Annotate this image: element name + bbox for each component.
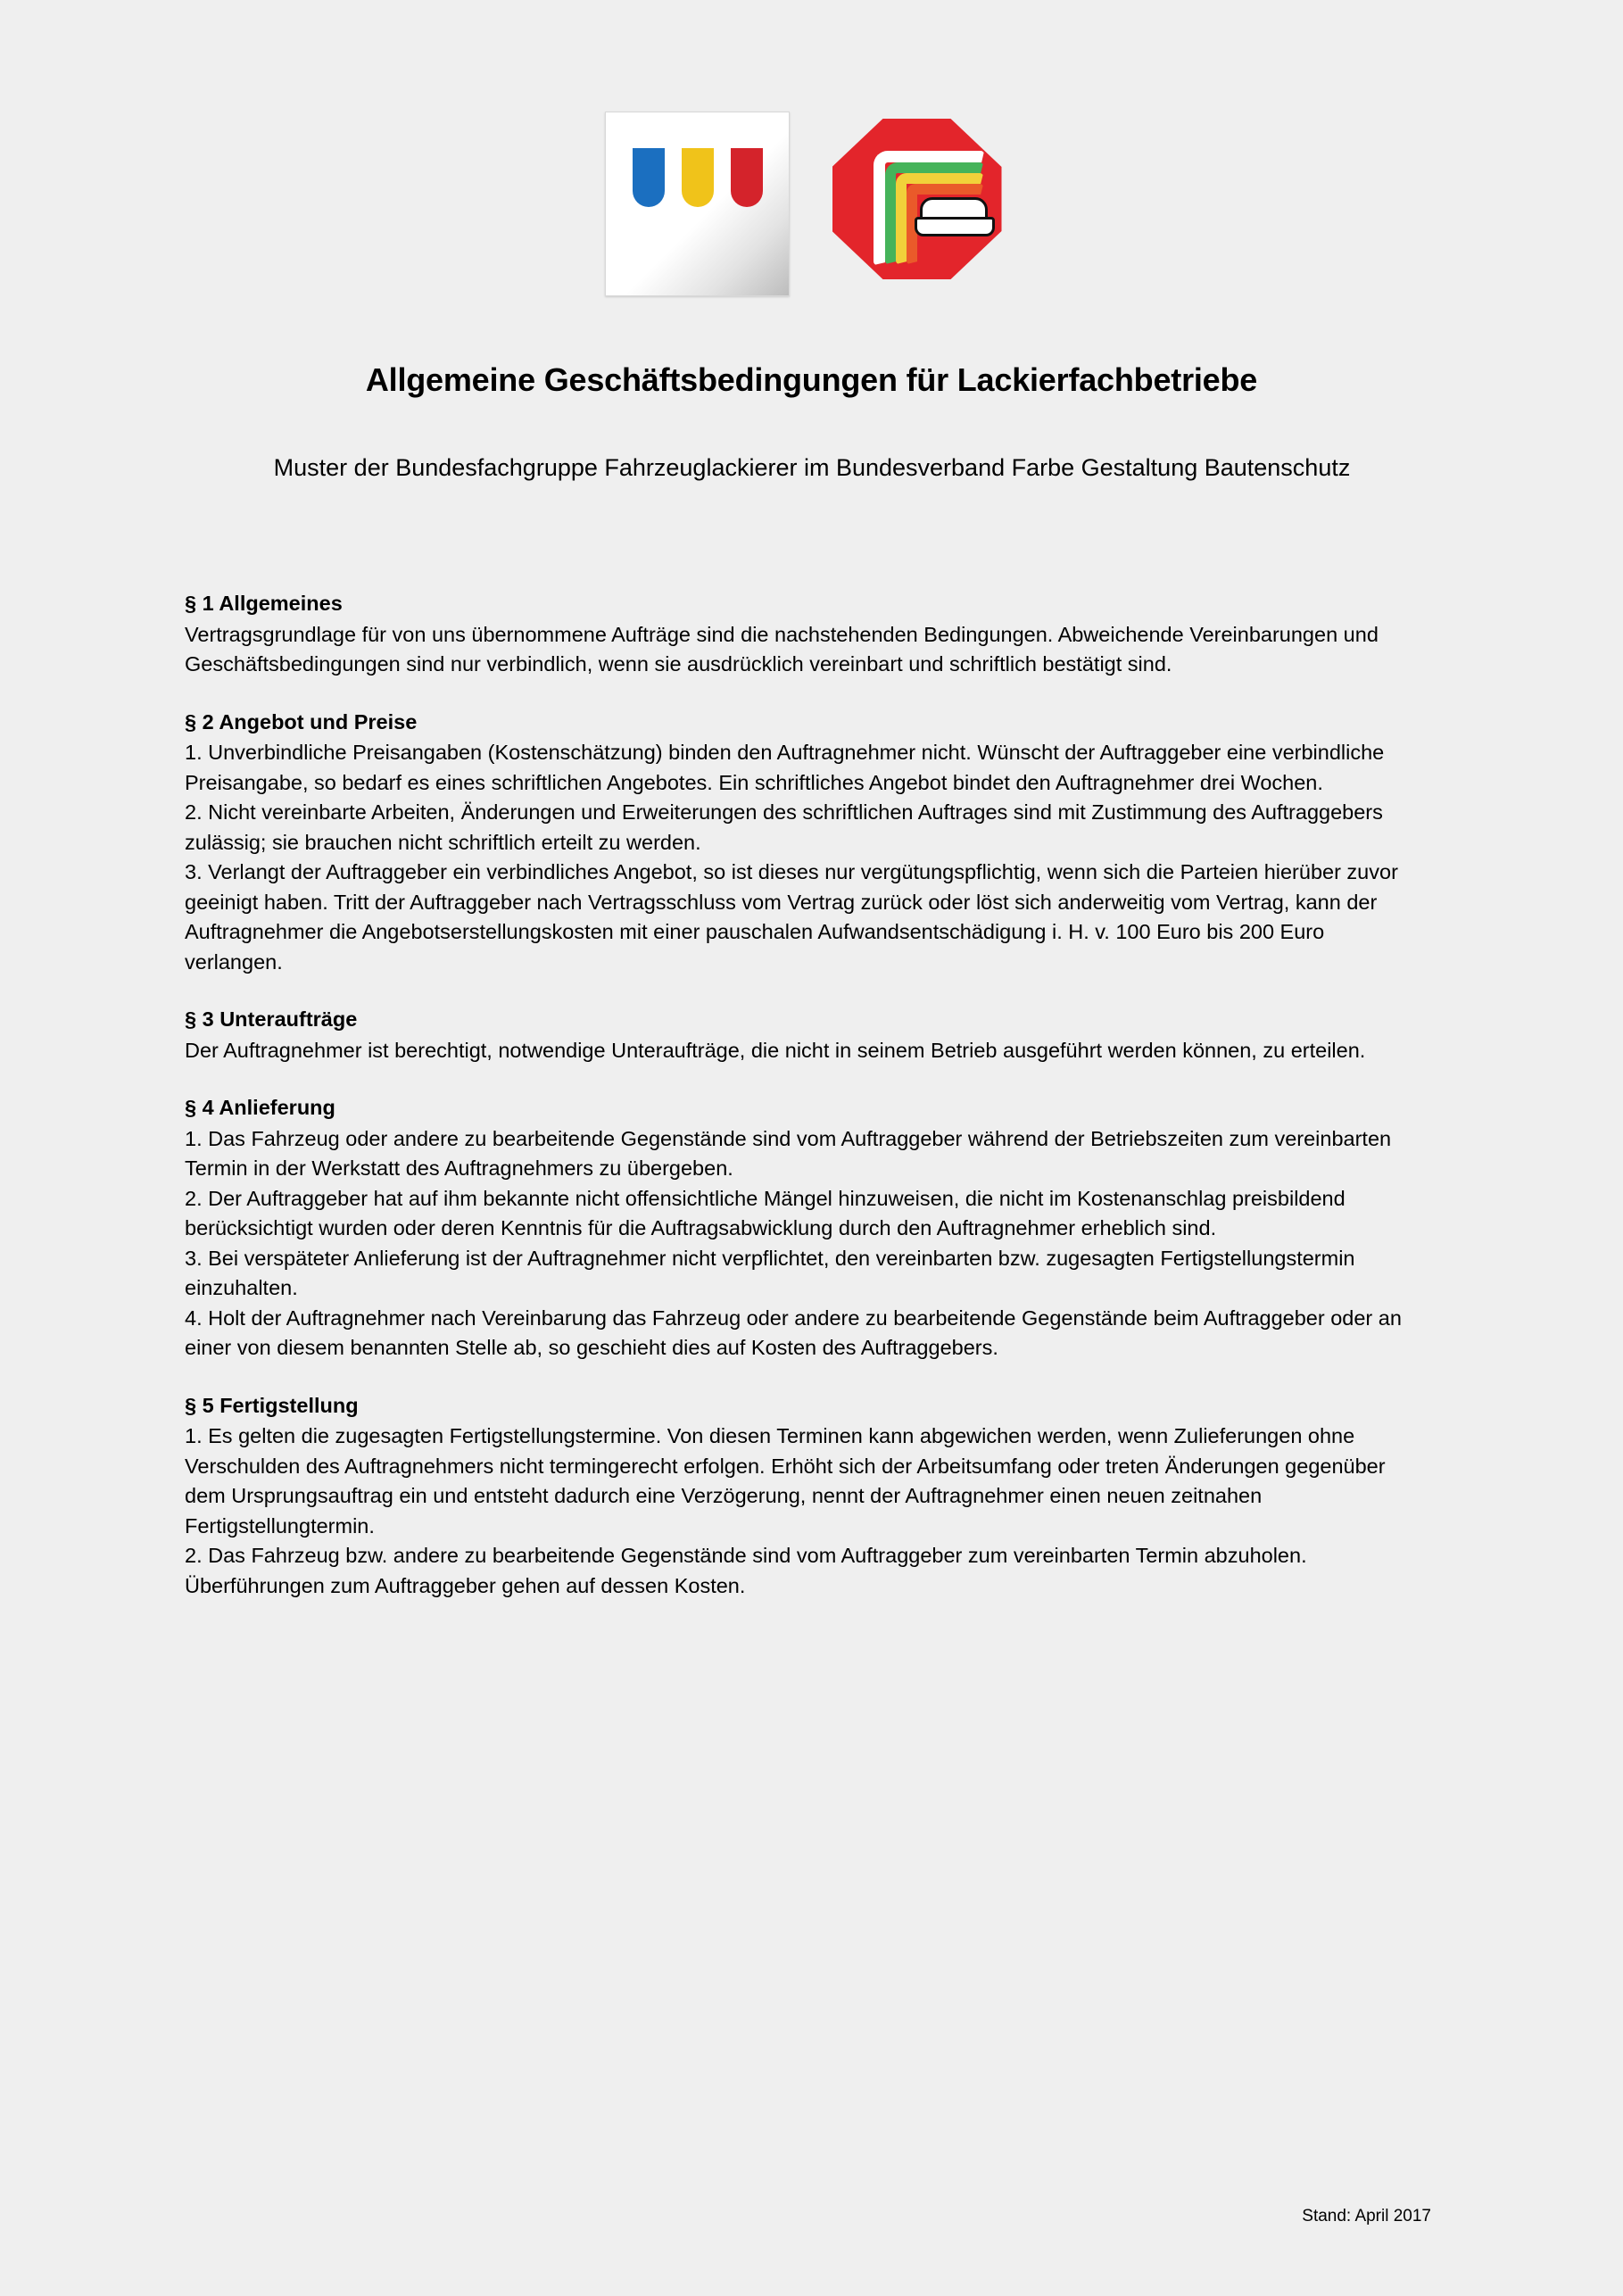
paint-cups-logo — [605, 112, 790, 296]
car-body-icon — [915, 217, 995, 236]
section-heading: § 3 Unteraufträge — [185, 1007, 358, 1031]
section-text: 1. Das Fahrzeug oder andere zu bearbeitende Gegenstände sind vom Auftraggeber während der Betriebszeiten zum vereinbarten Termin in der Werkstatt des Auftragnehmers zu übergeben. 2. Der Auftraggeber hat auf ihm bekannte nicht offensichtliche Mängel hinzuweisen, die nicht im Kostenanschlag preisbildend berücksichtigt wurden oder deren Kenntnis für die Auftragsabwicklung durch den Auftragnehmer erheblich sind. 3. Bei verspäteter Anlieferung ist der Auftragnehmer nicht verpflichtet, den vereinbarten bzw. zugesagten Fertigstellungstermin einzuhalten. 4. Holt der Auftragnehmer nach Vereinbarung das Fahrzeug oder andere zu bearbeitende Gegenstände beim Auftraggeber oder an einer von diesem benannten Stelle ab, so geschieht dies auf Kosten des Auftraggebers. — [185, 1126, 1402, 1359]
blue-cup-icon — [633, 148, 665, 207]
section-2 — [185, 708, 1425, 978]
section-heading: § 2 Angebot und Preise — [185, 709, 418, 734]
octagon-shape-icon — [832, 119, 1002, 279]
page-subtitle: Muster der Bundesfachgruppe Fahrzeuglackierer im Bundesverband Farbe Gestaltung Bautenschutz — [273, 454, 1351, 481]
logo-row — [0, 112, 1623, 296]
page-title: Allgemeine Geschäftsbedingungen für Lackierfachbetriebe — [365, 361, 1258, 398]
section-1 — [185, 589, 1425, 680]
octagon-car-logo — [827, 112, 1019, 294]
document-footer: Stand: April 2017 — [1302, 2207, 1431, 2226]
section-text: 1. Es gelten die zugesagten Fertigstellungstermine. Von diesen Terminen kann abgewichen werden, wenn Zulieferungen ohne Verschulden des Auftragnehmers nicht termingerecht erfolgen. Erhöht sich der Arbeitsumfang oder treten Änderungen gegenüber dem Ursprungsauftrag ein und entsteht dadurch eine Verzögerung, nennt der Auftragnehmer einen neuen zeitnahen Fertigstellungtermin. 2. Das Fahrzeug bzw. andere zu bearbeitende Gegenstände sind vom Auftraggeber zum vereinbarten Termin abzuholen. Überführungen zum Auftraggeber gehen auf dessen Kosten. — [185, 1424, 1386, 1597]
section-3 — [185, 1005, 1425, 1065]
section-text: Vertragsgrundlage für von uns übernommene Aufträge sind die nachstehenden Bedingungen. Abweichende Vereinbarungen und Geschäftsbedingungen sind nur verbindlich, wenn sie ausdrücklich vereinbart und schriftlich bestätigt sind. — [185, 622, 1379, 676]
section-text: 1. Unverbindliche Preisangaben (Kostenschätzung) binden den Auftragnehmer nicht. Wünscht der Auftraggeber eine verbindliche Preisangabe, so bedarf es eines schriftlichen Angebotes. Ein schriftliches Angebot bindet den Auftragnehmer drei Wochen. 2. Nicht vereinbarte Arbeiten, Änderungen und Erweiterungen des schriftlichen Auftrages sind mit Zustimmung des Auftraggebers zulässig; sie brauchen nicht schriftlich erteilt zu werden. 3. Verlangt der Auftraggeber ein verbindliches Angebot, so ist dieses nur vergütungspflichtig, wenn sich die Parteien hierüber zuvor geeinigt haben. Tritt der Auftraggeber nach Vertragsschluss vom Vertrag zurück oder löst sich anderweitig vom Vertrag, kann der Auftragnehmer die Angebotserstellungskosten mit einer pauschalen Aufwandsentschädigung i. H. v. 100 Euro bis 200 Euro verlangen. — [185, 741, 1398, 974]
section-heading: § 1 Allgemeines — [185, 592, 343, 615]
red-cup-icon — [731, 148, 763, 207]
section-text: Der Auftragnehmer ist berechtigt, notwendige Unteraufträge, die nicht in seinem Betrieb ausgeführt werden können, zu erteilen. — [185, 1038, 1366, 1062]
gold-cup-icon — [682, 148, 714, 207]
section-4 — [185, 1093, 1425, 1364]
section-5 — [185, 1391, 1425, 1602]
section-heading: § 4 Anlieferung — [185, 1096, 335, 1119]
document-body — [185, 589, 1425, 1629]
section-heading: § 5 Fertigstellung — [185, 1393, 359, 1417]
